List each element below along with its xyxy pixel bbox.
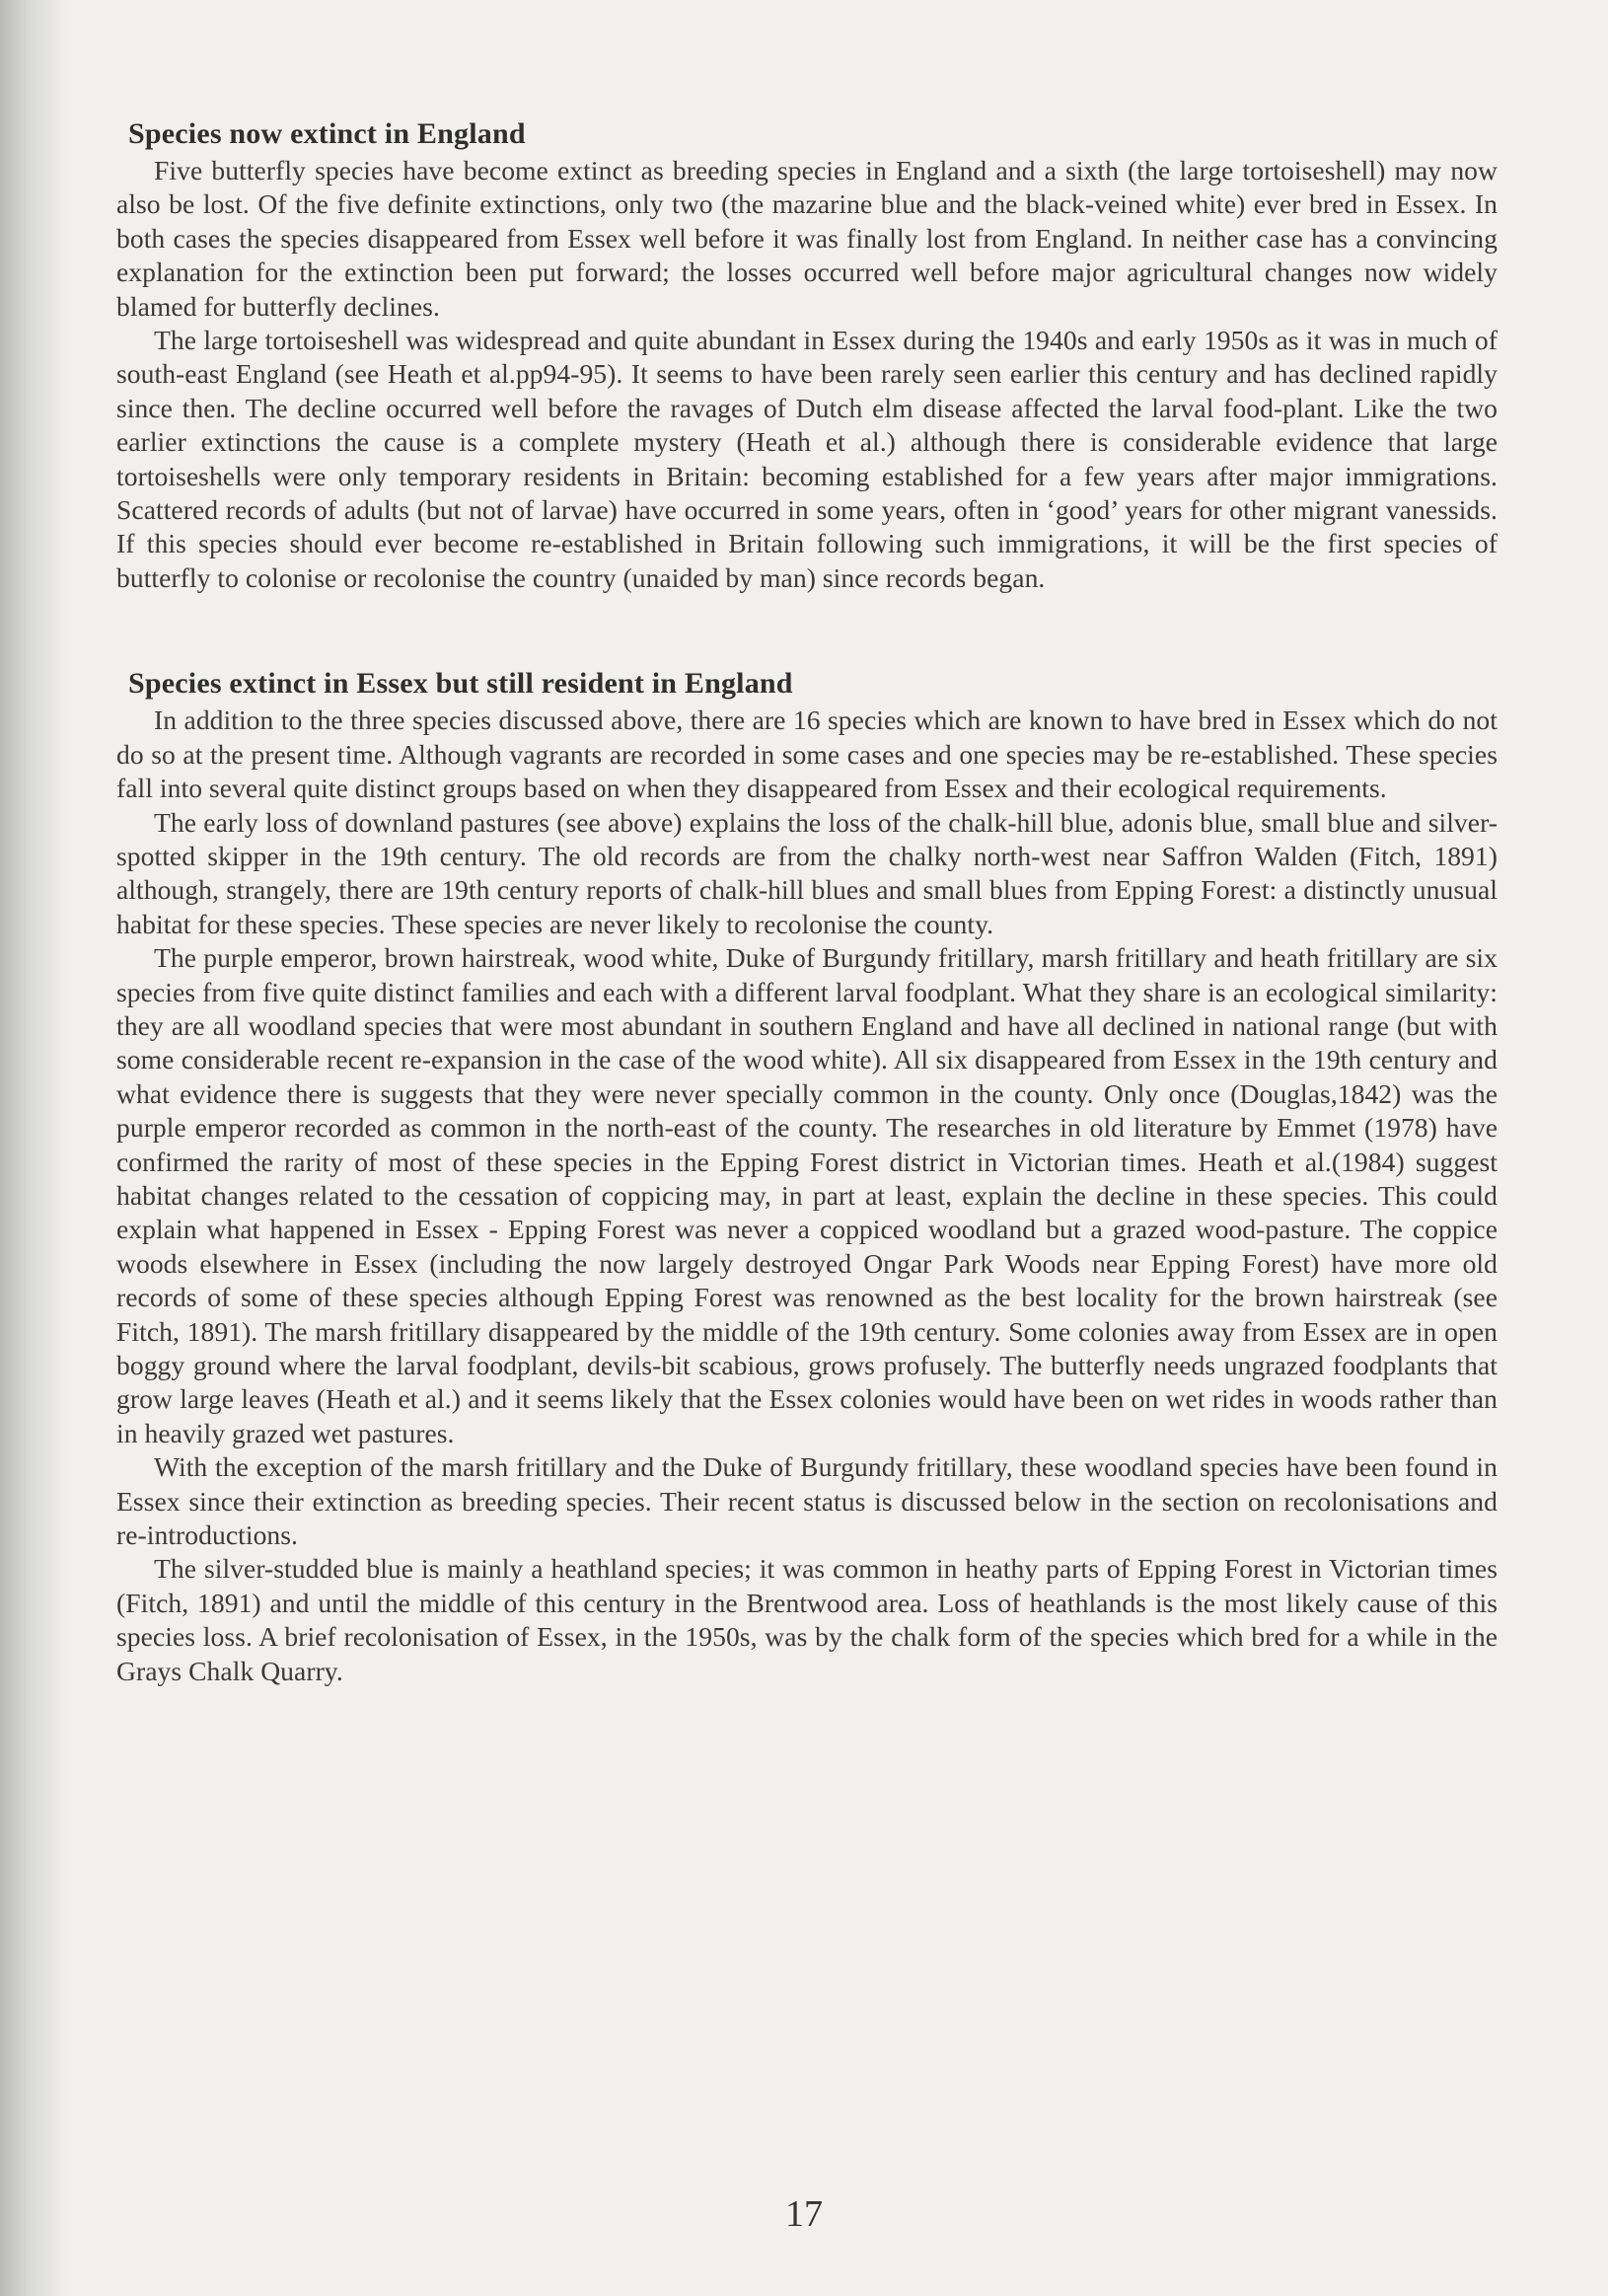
paragraph: The purple emperor, brown hairstreak, wood white, Duke of Burgundy fritillary, marsh fritillary and heath fritillary are six species from five quite distinct families and each with a different larval foodplant. What they share is an ecological similarity: they are all woodland species that were most abundant in southern England and have all declined in national range (but with some considerable recent re-expansion in the case of the wood white). All six disappeared from Essex in the 19th century and what evidence there is suggests that they were never specially common in the county. Only once (Douglas,1842) was the purple emperor recorded as common in the north-east of the county. The researches in old literature by Emmet (1978) have confirmed the rarity of most of these species in the Epping Forest district in Victorian times. Heath et al.(1984) suggest habitat changes related to the cessation of coppicing may, in part at least, explain the decline in these species. This could explain what happened in Essex - Epping Forest was never a coppiced woodland but a grazed wood-pasture. The coppice woods elsewhere in Essex (including the now largely destroyed Ongar Park Woods near Epping Forest) have more old records of some of these species although Epping Forest was renowned as the best locality for the brown hairstreak (see Fitch, 1891). The marsh fritillary disappeared by the middle of the 19th century. Some colonies away from Essex are in open boggy ground where the larval foodplant, devils-bit scabious, grows profusely. The butterfly needs ungrazed foodplants that grow large leaves (Heath et al.) and it seems likely that the Essex colonies would have been on wet rides in woods rather than in heavily grazed wet pastures.	[116, 942, 1498, 1448]
section-spacer	[116, 595, 1498, 666]
paragraph: Five butterfly species have become extinct as breeding species in England and a sixth (the large tortoiseshell) may now also be lost. Of the five definite extinctions, only two (the mazarine blue and the black-veined white) ever bred in Essex. In both cases the species disappeared from Essex well before it was finally lost from England. In neither case has a convincing explanation for the extinction been put forward; the losses occurred well before major agricultural changes now widely blamed for butterfly declines.	[116, 155, 1498, 322]
page-number: 17	[785, 2193, 823, 2235]
paragraph: With the exception of the marsh fritillary and the Duke of Burgundy fritillary, these woodland species have been found in Essex since their extinction as breeding species. Their recent status is discussed below in the section on recolonisations and re-introductions.	[116, 1451, 1498, 1551]
paragraph: In addition to the three species discussed above, there are 16 species which are known to have bred in Essex which do not do so at the present time. Although vagrants are recorded in some cases and one species may be re-established. These species fall into several quite distinct groups based on when they disappeared from Essex and their ecological requirements.	[116, 704, 1498, 804]
paragraph: The large tortoiseshell was widespread and quite abundant in Essex during the 1940s and early 1950s as it was in much of south-east England (see Heath et al.pp94-95). It seems to have been rarely seen earlier this century and has declined rapidly since then. The decline occurred well before the ravages of Dutch elm disease affected the larval food-plant. Like the two earlier extinctions the cause is a complete mystery (Heath et al.) although there is considerable evidence that large tortoiseshells were only temporary residents in Britain: becoming established for a few years after major immigrations. Scattered records of adults (but not of larvae) have occurred in some years, often in ‘good’ years for other migrant vanessids. If this species should ever become re-established in Britain following such immigrations, it will be the first species of butterfly to colonise or recolonise the country (unaided by man) since records began.	[116, 325, 1498, 593]
paragraph: The silver-studded blue is mainly a heathland species; it was common in heathy parts of Epping Forest in Victorian times (Fitch, 1891) and until the middle of this century in the Brentwood area. Loss of heathlands is the most likely cause of this species loss. A brief recolonisation of Essex, in the 1950s, was by the chalk form of the species which bred for a while in the Grays Chalk Quarry.	[116, 1553, 1498, 1686]
section-extinct-england	[116, 116, 1498, 595]
section-extinct-essex	[116, 666, 1498, 1688]
page-body	[116, 116, 1498, 1688]
scan-edge-shadow	[0, 0, 69, 2296]
section-heading: Species now extinct in England	[128, 117, 526, 150]
paragraph: The early loss of downland pastures (see above) explains the loss of the chalk-hill blue, adonis blue, small blue and silver-spotted skipper in the 19th century. The old records are from the chalky north-west near Saffron Walden (Fitch, 1891) although, strangely, there are 19th century reports of chalk-hill blues and small blues from Epping Forest: a distinctly unusual habitat for these species. These species are never likely to recolonise the county.	[116, 806, 1498, 939]
section-heading: Species extinct in Essex but still resident in England	[128, 667, 793, 701]
